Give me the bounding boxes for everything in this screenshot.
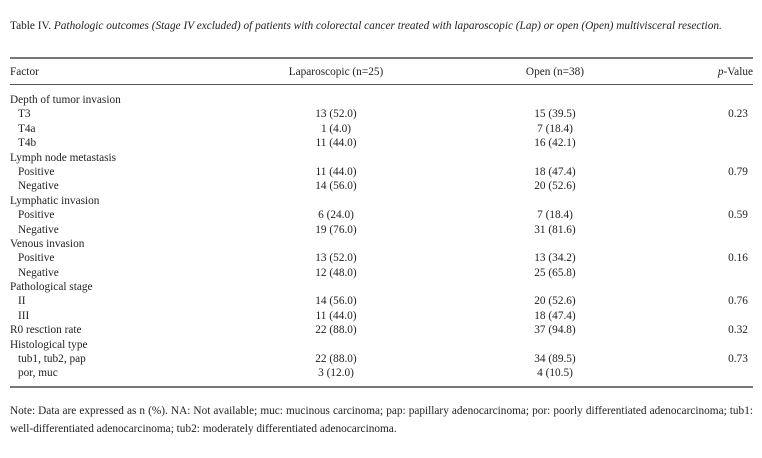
p-value-cell: 0.59	[728, 209, 748, 222]
table-row	[0, 122, 762, 136]
p-value-cell: 0.73	[728, 353, 748, 366]
open-cell: 20 (52.6)	[534, 295, 576, 308]
laparoscopic-cell: 14 (56.0)	[315, 295, 357, 308]
laparoscopic-cell: 12 (48.0)	[315, 266, 357, 279]
table-row	[0, 194, 762, 208]
factor-cell: Lymph node metastasis	[10, 151, 117, 164]
laparoscopic-cell: 6 (24.0)	[318, 209, 354, 222]
table-row	[0, 223, 762, 237]
table-note: Note: Data are expressed as n (%). NA: Not available; muc: mucinous carcinoma; pap: papillary adenocarcinoma; por: poorly differentiated adenocarcinoma; tub1: well-differentiated adenocarcinoma; tub2: moderately differentiated adenocarcinoma.	[10, 405, 753, 435]
laparoscopic-cell: 19 (76.0)	[315, 223, 357, 236]
laparoscopic-cell: 22 (88.0)	[315, 353, 357, 366]
table-row	[0, 237, 762, 251]
header-factor: Factor	[10, 66, 39, 78]
header-p-rest: -Value	[723, 66, 753, 78]
open-cell: 20 (52.6)	[534, 180, 576, 193]
table-row	[0, 107, 762, 121]
factor-cell: T4a	[18, 122, 36, 135]
p-value-cell: 0.79	[728, 165, 748, 178]
laparoscopic-cell: 1 (4.0)	[320, 122, 352, 135]
open-cell: 16 (42.1)	[534, 137, 576, 150]
open-cell: 25 (65.8)	[534, 266, 576, 279]
caption-text: Pathologic outcomes (Stage IV excluded) of patients with colorectal cancer treated with laparoscopic (Lap) or open (Open) multivisceral resection.	[53, 20, 722, 32]
laparoscopic-cell: 22 (88.0)	[315, 324, 357, 337]
table-row	[0, 352, 762, 366]
open-cell: 4 (10.5)	[537, 367, 573, 380]
table-row	[0, 165, 762, 179]
laparoscopic-cell: 11 (44.0)	[315, 165, 357, 178]
table-row	[0, 251, 762, 265]
p-value-cell: 0.32	[728, 324, 748, 337]
factor-cell: Lymphatic invasion	[10, 194, 100, 207]
table-row	[0, 266, 762, 280]
open-cell: 7 (18.4)	[537, 209, 573, 222]
header-p-italic: p	[717, 66, 724, 78]
factor-cell: Venous invasion	[10, 237, 85, 250]
p-value-cell: 0.16	[728, 252, 748, 265]
factor-cell: Histological type	[10, 338, 88, 351]
table-row	[0, 366, 762, 380]
table-caption	[10, 18, 754, 35]
header-rule	[10, 84, 753, 85]
factor-cell: Pathological stage	[10, 281, 93, 294]
open-cell: 18 (47.4)	[534, 165, 576, 178]
open-cell: 13 (34.2)	[534, 252, 576, 265]
laparoscopic-cell: 13 (52.0)	[315, 252, 357, 265]
factor-cell: Positive	[18, 252, 55, 265]
factor-cell: R0 resction rate	[10, 324, 82, 337]
table-row	[0, 280, 762, 294]
laparoscopic-cell: 11 (44.0)	[315, 137, 357, 150]
table-row	[0, 323, 762, 337]
table-row	[0, 151, 762, 165]
laparoscopic-cell: 3 (12.0)	[318, 367, 354, 380]
p-value-cell: 0.76	[728, 295, 748, 308]
factor-cell: T3	[18, 108, 31, 121]
factor-cell: tub1, tub2, pap	[18, 353, 86, 366]
table-row	[0, 179, 762, 193]
p-value-cell: 0.23	[728, 108, 748, 121]
open-cell: 18 (47.4)	[534, 309, 576, 322]
header-p-value	[718, 64, 753, 80]
open-cell: 31 (81.6)	[534, 223, 576, 236]
open-cell: 34 (89.5)	[534, 353, 576, 366]
table-body	[0, 93, 762, 381]
factor-cell: III	[18, 309, 30, 322]
table-row	[0, 338, 762, 352]
factor-cell: T4b	[18, 137, 37, 150]
table-row	[0, 309, 762, 323]
factor-cell: por, muc	[18, 367, 58, 380]
table-row	[0, 136, 762, 150]
factor-cell: Negative	[18, 223, 59, 236]
factor-cell: Positive	[18, 165, 55, 178]
laparoscopic-cell: 13 (52.0)	[315, 108, 357, 121]
bottom-rule	[10, 386, 753, 388]
open-cell: 7 (18.4)	[537, 122, 573, 135]
factor-cell: Negative	[18, 266, 59, 279]
factor-cell: II	[18, 295, 26, 308]
factor-cell: Depth of tumor invasion	[10, 94, 121, 106]
open-cell: 37 (94.8)	[534, 324, 576, 337]
caption-label: Table IV.	[10, 20, 52, 32]
table-row	[0, 294, 762, 308]
factor-cell: Negative	[18, 180, 59, 193]
header-open: Open (n=38)	[525, 66, 585, 78]
open-cell: 15 (39.5)	[534, 108, 576, 121]
table-row	[0, 93, 762, 107]
factor-cell: Positive	[18, 209, 55, 222]
table-row	[0, 208, 762, 222]
header-laparoscopic: Laparoscopic (n=25)	[288, 66, 384, 78]
laparoscopic-cell: 11 (44.0)	[315, 309, 357, 322]
top-rule	[10, 57, 753, 59]
laparoscopic-cell: 14 (56.0)	[315, 180, 357, 193]
